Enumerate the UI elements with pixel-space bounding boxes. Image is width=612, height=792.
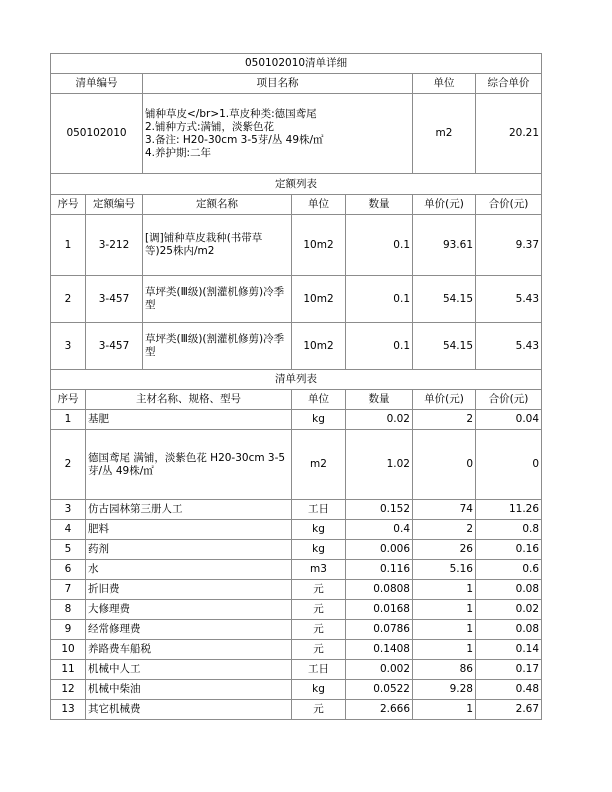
material-unit: 元 xyxy=(292,600,346,620)
material-name: 德国鸢尾 满铺，淡紫色花 H20-30cm 3-5芽/丛 49株/㎡ xyxy=(86,430,292,500)
material-name: 肥料 xyxy=(86,520,292,540)
material-header-price: 单价(元) xyxy=(413,390,476,410)
material-unit: kg xyxy=(292,520,346,540)
material-row xyxy=(51,540,542,560)
material-row xyxy=(51,600,542,620)
material-row xyxy=(51,660,542,680)
quota-seq: 3 xyxy=(51,323,86,370)
material-section-title: 清单列表 xyxy=(51,370,542,390)
material-name: 经常修理费 xyxy=(86,620,292,640)
material-total: 2.67 xyxy=(476,700,542,720)
item-desc-line: 2.铺种方式:满铺，淡紫色花 xyxy=(145,120,275,133)
material-qty: 0.0786 xyxy=(346,620,413,640)
material-seq: 6 xyxy=(51,560,86,580)
material-qty: 0.0808 xyxy=(346,580,413,600)
quota-header-unit: 单位 xyxy=(292,195,346,215)
quota-seq: 2 xyxy=(51,276,86,323)
material-price: 9.28 xyxy=(413,680,476,700)
material-qty: 0.1408 xyxy=(346,640,413,660)
material-name: 水 xyxy=(86,560,292,580)
quota-header-row xyxy=(51,195,542,215)
material-header-unit: 单位 xyxy=(292,390,346,410)
quota-name: [调]铺种草皮栽种(书带草等)25株内/m2 xyxy=(143,215,292,276)
material-header-row xyxy=(51,390,542,410)
quota-price: 54.15 xyxy=(413,323,476,370)
material-seq: 3 xyxy=(51,500,86,520)
material-seq: 12 xyxy=(51,680,86,700)
item-header-row xyxy=(51,74,542,94)
quota-unit: 10m2 xyxy=(292,276,346,323)
material-name: 其它机械费 xyxy=(86,700,292,720)
material-price: 26 xyxy=(413,540,476,560)
quota-qty: 0.1 xyxy=(346,323,413,370)
material-header-qty: 数量 xyxy=(346,390,413,410)
item-price: 20.21 xyxy=(476,94,542,174)
bill-detail-table xyxy=(50,53,542,720)
material-total: 11.26 xyxy=(476,500,542,520)
material-seq: 9 xyxy=(51,620,86,640)
material-qty: 0.4 xyxy=(346,520,413,540)
quota-seq: 1 xyxy=(51,215,86,276)
material-unit: m2 xyxy=(292,430,346,500)
item-header-code: 清单编号 xyxy=(51,74,143,94)
material-price: 86 xyxy=(413,660,476,680)
material-row xyxy=(51,680,542,700)
material-qty: 0.0522 xyxy=(346,680,413,700)
material-total: 0.04 xyxy=(476,410,542,430)
material-row xyxy=(51,700,542,720)
material-row xyxy=(51,620,542,640)
quota-total: 5.43 xyxy=(476,276,542,323)
material-total: 0.8 xyxy=(476,520,542,540)
material-unit: m3 xyxy=(292,560,346,580)
material-total: 0.6 xyxy=(476,560,542,580)
material-qty: 0.02 xyxy=(346,410,413,430)
quota-code: 3-457 xyxy=(86,276,143,323)
material-row xyxy=(51,580,542,600)
item-description xyxy=(143,94,413,174)
material-qty: 1.02 xyxy=(346,430,413,500)
bill-detail-sheet xyxy=(50,53,541,720)
material-row xyxy=(51,410,542,430)
material-price: 1 xyxy=(413,700,476,720)
material-seq: 1 xyxy=(51,410,86,430)
material-name: 机械中柴油 xyxy=(86,680,292,700)
material-seq: 2 xyxy=(51,430,86,500)
material-name: 折旧费 xyxy=(86,580,292,600)
item-unit: m2 xyxy=(413,94,476,174)
material-qty: 0.116 xyxy=(346,560,413,580)
quota-header-seq: 序号 xyxy=(51,195,86,215)
quota-header-price: 单价(元) xyxy=(413,195,476,215)
material-price: 1 xyxy=(413,640,476,660)
quota-name: 草坪类(Ⅲ级)(割灌机修剪)冷季型 xyxy=(143,323,292,370)
material-name: 养路费车船税 xyxy=(86,640,292,660)
material-unit: kg xyxy=(292,410,346,430)
material-total: 0.14 xyxy=(476,640,542,660)
quota-row xyxy=(51,276,542,323)
material-header-total: 合价(元) xyxy=(476,390,542,410)
material-total: 0.16 xyxy=(476,540,542,560)
quota-header-total: 合价(元) xyxy=(476,195,542,215)
material-price: 1 xyxy=(413,620,476,640)
material-seq: 10 xyxy=(51,640,86,660)
quota-code: 3-212 xyxy=(86,215,143,276)
material-price: 2 xyxy=(413,520,476,540)
material-price: 2 xyxy=(413,410,476,430)
quota-unit: 10m2 xyxy=(292,323,346,370)
material-unit: 元 xyxy=(292,580,346,600)
quota-row xyxy=(51,323,542,370)
item-desc-line: 铺种草皮</br>1.草皮种类:德国鸢尾 xyxy=(145,107,317,120)
material-unit: 工日 xyxy=(292,500,346,520)
item-desc-line: 3.备注: H20-30cm 3-5芽/丛 49株/㎡ xyxy=(145,133,324,146)
quota-header-qty: 数量 xyxy=(346,195,413,215)
material-unit: 元 xyxy=(292,640,346,660)
item-header-unit: 单位 xyxy=(413,74,476,94)
material-header-seq: 序号 xyxy=(51,390,86,410)
material-price: 0 xyxy=(413,430,476,500)
item-desc-line: 4.养护期:二年 xyxy=(145,146,212,159)
material-seq: 8 xyxy=(51,600,86,620)
item-code: 050102010 xyxy=(51,94,143,174)
material-row xyxy=(51,520,542,540)
quota-name: 草坪类(Ⅲ级)(割灌机修剪)冷季型 xyxy=(143,276,292,323)
material-qty: 0.0168 xyxy=(346,600,413,620)
material-total: 0.08 xyxy=(476,580,542,600)
material-total: 0.17 xyxy=(476,660,542,680)
quota-code: 3-457 xyxy=(86,323,143,370)
material-total: 0.02 xyxy=(476,600,542,620)
material-name: 机械中人工 xyxy=(86,660,292,680)
material-name: 仿古园林第三册人工 xyxy=(86,500,292,520)
material-unit: 工日 xyxy=(292,660,346,680)
item-row xyxy=(51,94,542,174)
material-total: 0.48 xyxy=(476,680,542,700)
quota-unit: 10m2 xyxy=(292,215,346,276)
material-seq: 11 xyxy=(51,660,86,680)
item-header-name: 项目名称 xyxy=(143,74,413,94)
quota-section-title: 定额列表 xyxy=(51,174,542,195)
material-unit: kg xyxy=(292,540,346,560)
material-unit: kg xyxy=(292,680,346,700)
material-seq: 4 xyxy=(51,520,86,540)
material-total: 0.08 xyxy=(476,620,542,640)
material-qty: 0.152 xyxy=(346,500,413,520)
quota-total: 9.37 xyxy=(476,215,542,276)
quota-qty: 0.1 xyxy=(346,276,413,323)
material-seq: 7 xyxy=(51,580,86,600)
material-price: 74 xyxy=(413,500,476,520)
material-seq: 5 xyxy=(51,540,86,560)
material-name: 大修理费 xyxy=(86,600,292,620)
material-price: 5.16 xyxy=(413,560,476,580)
material-total: 0 xyxy=(476,430,542,500)
quota-header-code: 定额编号 xyxy=(86,195,143,215)
material-row xyxy=(51,560,542,580)
material-row xyxy=(51,640,542,660)
material-row xyxy=(51,500,542,520)
quota-header-name: 定额名称 xyxy=(143,195,292,215)
material-header-name: 主材名称、规格、型号 xyxy=(86,390,292,410)
material-price: 1 xyxy=(413,580,476,600)
quota-price: 54.15 xyxy=(413,276,476,323)
material-qty: 0.002 xyxy=(346,660,413,680)
material-name: 药剂 xyxy=(86,540,292,560)
quota-price: 93.61 xyxy=(413,215,476,276)
material-unit: 元 xyxy=(292,700,346,720)
quota-row xyxy=(51,215,542,276)
material-unit: 元 xyxy=(292,620,346,640)
table-title: 050102010清单详细 xyxy=(51,54,542,74)
material-row xyxy=(51,430,542,500)
quota-total: 5.43 xyxy=(476,323,542,370)
quota-qty: 0.1 xyxy=(346,215,413,276)
material-qty: 2.666 xyxy=(346,700,413,720)
material-price: 1 xyxy=(413,600,476,620)
material-qty: 0.006 xyxy=(346,540,413,560)
material-seq: 13 xyxy=(51,700,86,720)
material-name: 基肥 xyxy=(86,410,292,430)
item-header-price: 综合单价 xyxy=(476,74,542,94)
